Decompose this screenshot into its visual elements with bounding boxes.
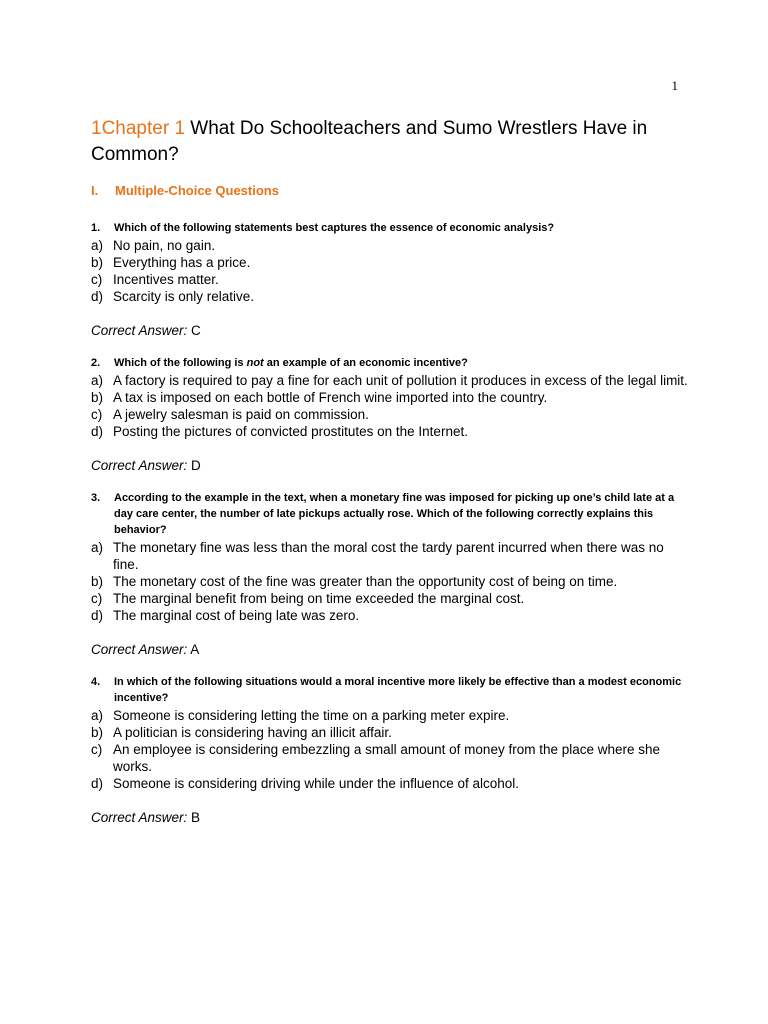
option-letter: a) [91,238,104,253]
question-text-before: Which of the following statements best captures the essence of economic analysis? [114,222,555,234]
correct-answer-value: A [190,642,200,657]
option-text: No pain, no gain. [113,238,216,253]
section-label: Multiple-Choice Questions [115,183,279,198]
option-letter: d) [91,289,104,304]
option-text: Incentives matter. [113,272,219,287]
option-letter: a) [91,373,104,388]
option-item [91,271,691,288]
question-text [114,355,691,371]
option-text: Someone is considering driving while under the influence of alcohol. [113,776,519,791]
option-item [91,237,691,254]
option-text: Someone is considering letting the time on a parking meter expire. [113,708,510,723]
option-text: The monetary fine was less than the moral cost the tardy parent incurred when there was no fine. [113,540,664,572]
section-numeral: I. [91,183,99,198]
question-1 [91,220,691,339]
question-text-emphasis: not [246,357,264,369]
option-item [91,406,691,423]
correct-answer-label: Correct Answer: [91,810,188,825]
option-letter: d) [91,776,104,791]
option-item [91,741,691,775]
question-list [91,220,691,842]
correct-answer-value: C [191,323,201,338]
correct-answer [91,457,691,474]
option-text: A tax is imposed on each bottle of French wine imported into the country. [113,390,548,405]
option-text: A factory is required to pay a fine for each unit of pollution it produces in excess of the legal limit. [113,373,688,388]
option-letter: b) [91,574,104,589]
correct-answer [91,809,691,826]
question-3 [91,490,691,658]
chapter-label: 1Chapter 1 [91,118,186,139]
option-item [91,288,691,305]
question-number: 3. [91,492,101,504]
section-heading [91,183,279,198]
correct-answer-value: D [191,458,201,473]
option-text: Scarcity is only relative. [113,289,255,304]
option-item [91,707,691,724]
page-number: 1 [671,78,678,93]
option-letter: d) [91,608,104,623]
option-letter: c) [91,591,103,606]
option-list [91,539,691,624]
option-letter: b) [91,255,104,270]
option-list [91,237,691,305]
option-list [91,372,691,440]
option-text: An employee is considering embezzling a small amount of money from the place where she works. [113,742,661,774]
option-text: A politician is considering having an illicit affair. [113,725,392,740]
option-list [91,707,691,792]
option-item [91,573,691,590]
option-item [91,254,691,271]
question-number: 2. [91,357,101,369]
option-item [91,423,691,440]
question-text [114,220,691,236]
option-text: The marginal cost of being late was zero. [113,608,360,623]
option-letter: c) [91,272,103,287]
correct-answer-label: Correct Answer: [91,458,188,473]
chapter-title [91,116,691,168]
option-text: Everything has a price. [113,255,251,270]
question-2 [91,355,691,474]
option-text: The marginal benefit from being on time exceeded the marginal cost. [113,591,525,606]
option-item [91,539,691,573]
option-letter: b) [91,390,104,405]
question-stem [91,355,691,371]
option-text: Posting the pictures of convicted prostitutes on the Internet. [113,424,468,439]
option-letter: a) [91,708,104,723]
option-letter: b) [91,725,104,740]
question-text-before: In which of the following situations would a moral incentive more likely be effective than a modest economic incentive? [114,676,682,704]
option-letter: a) [91,540,104,555]
option-item [91,590,691,607]
question-text-before: Which of the following is [114,357,247,369]
question-text-before: According to the example in the text, when a monetary fine was imposed for picking up one’s child late at a day care center, the number of late pickups actually rose. Which of the following correctly explains this behavior? [114,492,675,536]
correct-answer [91,641,691,658]
option-text: A jewelry salesman is paid on commission. [113,407,369,422]
correct-answer-value: B [191,810,201,825]
question-text [114,490,691,538]
correct-answer-label: Correct Answer: [91,323,188,338]
question-text [114,674,691,706]
option-item [91,775,691,792]
option-item [91,389,691,406]
option-item [91,372,691,389]
question-stem [91,220,691,236]
chapter-title-text: What Do Schoolteachers and Sumo Wrestlers Have in Common? [91,118,648,165]
option-item [91,607,691,624]
correct-answer-label: Correct Answer: [91,642,188,657]
question-text-after: an example of an economic incentive? [263,357,468,369]
question-number: 1. [91,222,101,234]
option-item [91,724,691,741]
question-4 [91,674,691,826]
question-stem [91,674,691,706]
option-letter: d) [91,424,104,439]
correct-answer [91,322,691,339]
option-text: The monetary cost of the fine was greater than the opportunity cost of being on time. [113,574,618,589]
question-stem [91,490,691,538]
option-letter: c) [91,742,103,757]
question-number: 4. [91,676,101,688]
option-letter: c) [91,407,103,422]
